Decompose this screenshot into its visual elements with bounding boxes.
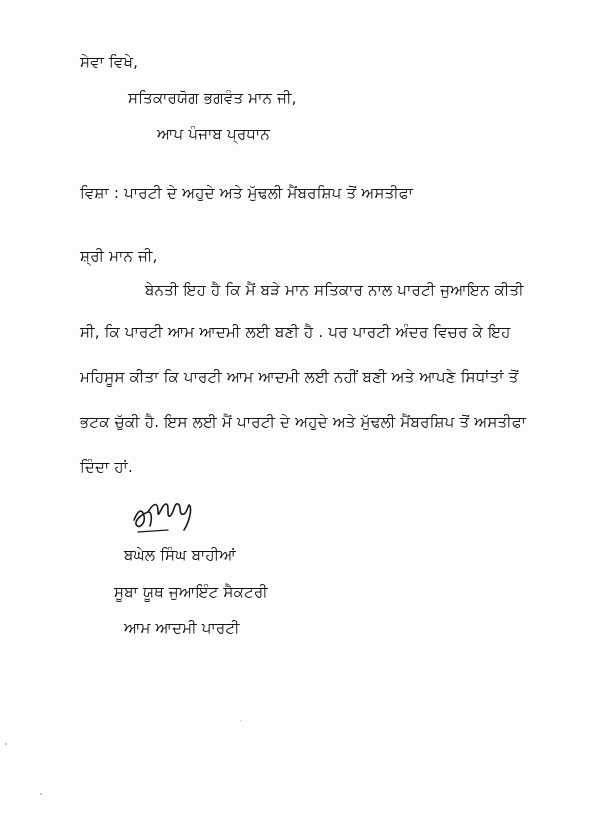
paper-speck	[40, 793, 42, 795]
sender-party: ਆਮ ਆਦਮੀ ਪਾਰਟੀ	[124, 619, 240, 637]
body-line: ਦਿੰਦਾ ਹਾਂ.	[80, 458, 133, 476]
paper-speck	[5, 743, 7, 745]
subject-line: ਵਿਸ਼ਾ : ਪਾਰਟੀ ਦੇ ਅਹੁਦੇ ਅਤੇ ਮੁੱਢਲੀ ਮੈਂਬਰਸ਼ਿਪ ਤੋਂ ਅਸਤੀਫਾ	[80, 184, 414, 202]
body-line: ਬੇਨਤੀ ਇਹ ਹੈ ਕਿ ਮੈਂ ਬੜੇ ਮਾਨ ਸਤਿਕਾਰ ਨਾਲ ਪਾਰਟੀ ਜੁਆਇਨ ਕੀਤੀ	[145, 281, 524, 299]
handwritten-signature	[128, 490, 198, 538]
sender-name: ਬਘੇਲ ਸਿੰਘ ਬਾਹੀਆਂ	[124, 546, 236, 564]
body-line: ਮਹਿਸੂਸ ਕੀਤਾ ਕਿ ਪਾਰਟੀ ਆਮ ਆਦਮੀ ਲਈ ਨਹੀਂ ਬਣੀ ਅਤੇ ਆਪਣੇ ਸਿਧਾਂਤਾਂ ਤੋਂ	[80, 368, 519, 386]
greeting: ਸ਼੍ਰੀ ਮਾਨ ਜੀ,	[80, 247, 158, 265]
body-line: ਭਟਕ ਚੁੱਕੀ ਹੈ. ਇਸ ਲਈ ਮੈਂ ਪਾਰਟੀ ਦੇ ਅਹੁਦੇ ਅਤੇ ਮੁੱਢਲੀ ਮੈਂਬਰਸ਼ਿਪ ਤੋਂ ਅਸਤੀਫਾ	[80, 413, 527, 431]
salutation: ਸੇਵਾ ਵਿਖੇ,	[80, 53, 139, 71]
recipient-name: ਸਤਿਕਾਰਯੋਗ ਭਗਵੰਤ ਮਾਨ ਜੀ,	[128, 89, 297, 107]
recipient-title: ਆਪ ਪੰਜਾਬ ਪ੍ਰਧਾਨ	[157, 125, 270, 143]
sender-position: ਸੂਬਾ ਯੂਥ ਜੁਆਇੰਟ ਸੈਕਟਰੀ	[114, 583, 268, 601]
paper-speck	[240, 720, 241, 721]
body-line: ਸੀ, ਕਿ ਪਾਰਟੀ ਆਮ ਆਦਮੀ ਲਈ ਬਣੀ ਹੈ . ਪਰ ਪਾਰਟੀ ਅੰਦਰ ਵਿਚਰ ਕੇ ਇਹ	[80, 323, 511, 341]
